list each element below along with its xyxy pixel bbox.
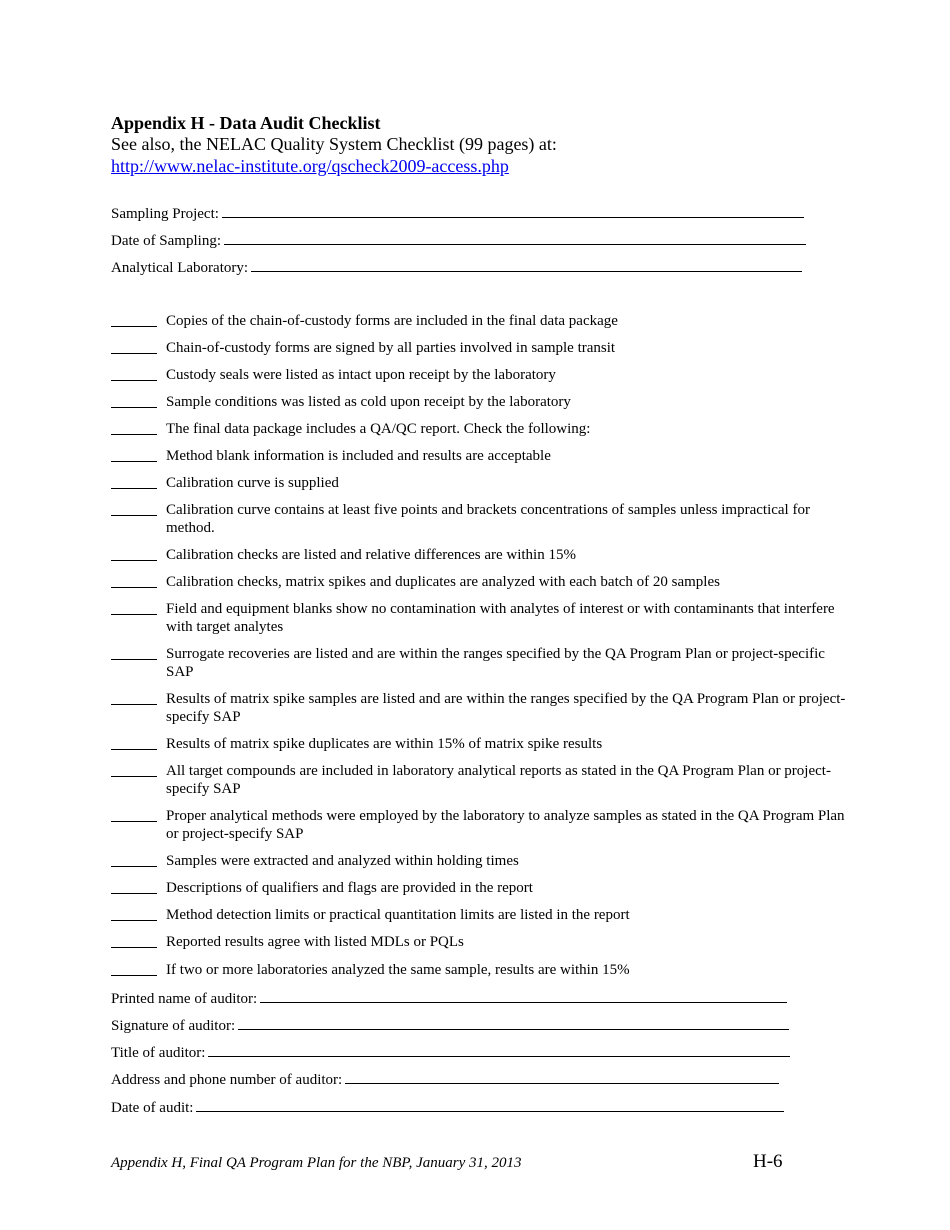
checklist-item-text: Samples were extracted and analyzed within holding times: [166, 853, 519, 869]
check-blank[interactable]: [111, 447, 157, 462]
fill-in-line[interactable]: [238, 1015, 789, 1030]
checklist-item: [111, 906, 846, 924]
field-label: Signature of auditor:: [111, 1018, 236, 1034]
field-label: Address and phone number of auditor:: [111, 1072, 343, 1088]
check-blank[interactable]: [111, 879, 157, 894]
checklist-item-text: Surrogate recoveries are listed and are within the ranges specified by the QA Program Plan or project-specific SAP: [166, 646, 825, 680]
checklist-item-text: Proper analytical methods were employed by the laboratory to analyze samples as stated in the QA Program Plan or project-specify SAP: [166, 808, 845, 842]
checklist-item-text: Results of matrix spike samples are listed and are within the ranges specified by the QA Program Plan or project-specify SAP: [166, 691, 846, 725]
nelac-checklist-link[interactable]: http://www.nelac-institute.org/qscheck2009-access.php: [111, 156, 509, 176]
check-blank[interactable]: [111, 735, 157, 750]
checklist-item-text: All target compounds are included in laboratory analytical reports as stated in the QA Program Plan or project-specify SAP: [166, 763, 831, 797]
checklist-item-text: Reported results agree with listed MDLs or PQLs: [166, 934, 464, 950]
checklist-item-text: Copies of the chain-of-custody forms are included in the final data package: [166, 313, 618, 329]
checklist-item-text: Calibration curve contains at least five points and brackets concentrations of samples unless impractical for method.: [166, 502, 810, 536]
checklist-item: [111, 420, 846, 438]
checklist-item: [111, 961, 846, 979]
checklist-item: [111, 501, 846, 537]
field-label: Printed name of auditor:: [111, 991, 258, 1007]
check-blank[interactable]: [111, 600, 157, 615]
checklist-item: [111, 447, 846, 465]
page-number: H-6: [753, 1151, 783, 1172]
checklist-item-text: Method blank information is included and results are acceptable: [166, 448, 551, 464]
check-blank[interactable]: [111, 393, 157, 408]
checklist-item: [111, 573, 846, 591]
checklist-item: [111, 807, 846, 843]
check-blank[interactable]: [111, 474, 157, 489]
fill-in-line[interactable]: [208, 1042, 790, 1057]
checklist-item: [111, 690, 846, 726]
checklist-item: [111, 474, 846, 492]
checklist-item: [111, 393, 846, 411]
page-subtitle: See also, the NELAC Quality System Checklist (99 pages) at:: [111, 134, 557, 154]
check-blank[interactable]: [111, 690, 157, 705]
field-label: Date of audit:: [111, 1100, 194, 1116]
check-blank[interactable]: [111, 366, 157, 381]
check-blank[interactable]: [111, 501, 157, 516]
fill-in-line[interactable]: [196, 1097, 784, 1112]
fill-in-line[interactable]: [251, 257, 802, 272]
form-field: [111, 1042, 790, 1062]
field-label: Title of auditor:: [111, 1045, 206, 1061]
checklist-item: [111, 933, 846, 951]
check-blank[interactable]: [111, 645, 157, 660]
check-blank[interactable]: [111, 906, 157, 921]
form-field: [111, 1069, 779, 1089]
checklist-item: [111, 312, 846, 330]
checklist-item: [111, 879, 846, 897]
checklist-item-text: Calibration checks, matrix spikes and duplicates are analyzed with each batch of 20 samples: [166, 574, 720, 590]
checklist-item: [111, 762, 846, 798]
form-field: [111, 988, 787, 1008]
checklist-item-text: Descriptions of qualifiers and flags are provided in the report: [166, 880, 533, 896]
check-blank[interactable]: [111, 546, 157, 561]
form-field: [111, 230, 806, 250]
check-blank[interactable]: [111, 312, 157, 327]
checklist-item: [111, 645, 846, 681]
check-blank[interactable]: [111, 807, 157, 822]
check-blank[interactable]: [111, 339, 157, 354]
field-label: Sampling Project:: [111, 206, 219, 222]
fill-in-line[interactable]: [345, 1069, 779, 1084]
checklist-item-text: Calibration curve is supplied: [166, 475, 339, 491]
checklist-item-text: Results of matrix spike duplicates are within 15% of matrix spike results: [166, 736, 603, 752]
checklist-item: [111, 600, 846, 636]
fill-in-line[interactable]: [224, 230, 806, 245]
checklist-item-text: Chain-of-custody forms are signed by all parties involved in sample transit: [166, 340, 616, 356]
checklist-item: [111, 735, 846, 753]
checklist-item-text: Calibration checks are listed and relative differences are within 15%: [166, 547, 576, 563]
check-blank[interactable]: [111, 852, 157, 867]
checklist-item-text: Field and equipment blanks show no contamination with analytes of interest or with contaminants that interfere with target analytes: [166, 601, 835, 635]
check-blank[interactable]: [111, 420, 157, 435]
checklist-item: [111, 339, 846, 357]
checklist-item-text: If two or more laboratories analyzed the same sample, results are within 15%: [166, 962, 630, 978]
form-field: [111, 203, 804, 223]
checklist-item-text: Custody seals were listed as intact upon receipt by the laboratory: [166, 367, 556, 383]
checklist-item-text: Sample conditions was listed as cold upon receipt by the laboratory: [166, 394, 571, 410]
check-blank[interactable]: [111, 573, 157, 588]
fill-in-line[interactable]: [260, 988, 787, 1003]
check-blank[interactable]: [111, 762, 157, 777]
checklist-item: [111, 852, 846, 870]
check-blank[interactable]: [111, 961, 157, 976]
footer-text: Appendix H, Final QA Program Plan for the NBP, January 31, 2013: [111, 1155, 522, 1171]
checklist-item: [111, 546, 846, 564]
fill-in-line[interactable]: [222, 203, 804, 218]
checklist-item-text: The final data package includes a QA/QC report. Check the following:: [166, 421, 591, 437]
check-blank[interactable]: [111, 933, 157, 948]
form-field: [111, 257, 802, 277]
checklist-item: [111, 366, 846, 384]
field-label: Date of Sampling:: [111, 233, 221, 249]
form-field: [111, 1015, 789, 1035]
checklist-item-text: Method detection limits or practical quantitation limits are listed in the report: [166, 907, 630, 923]
form-field: [111, 1097, 784, 1117]
field-label: Analytical Laboratory:: [111, 260, 249, 276]
page-title: Appendix H - Data Audit Checklist: [111, 113, 381, 133]
